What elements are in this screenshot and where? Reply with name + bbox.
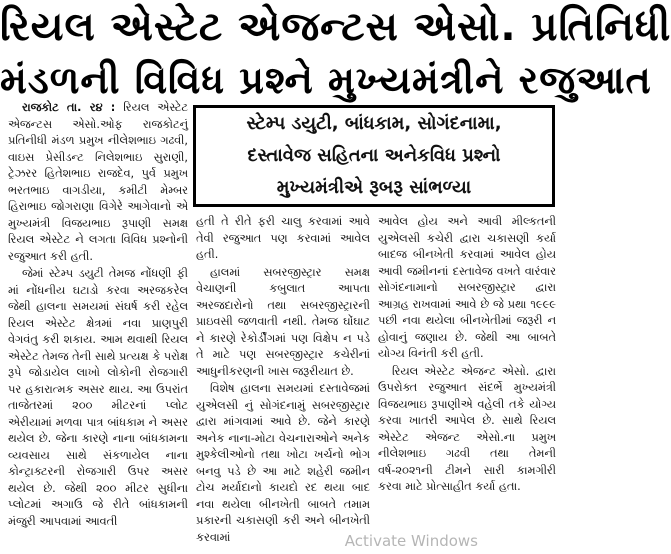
headline-line-2: મંડળની વિવિધ પ્રશ્ને મુખ્યમંત્રીને રજુઆત <box>0 58 652 102</box>
article-paragraph: આવેલ હોય અને આવી મીલ્કતની યુએલસી કચેરી દ્વારા ચકાસણી કર્યા બાદજ બીનખેતી કરવામાં આવેલ હોય આવી જમીનનાં દસ્તાવેજ વખતે વારંવાર સોગંદનામાનો સબરજીસ્ટ્રાર દ્વારા આગ્રહ રાખવામાં આવે છે જે પ્રથા ૧૯૯૯ પછી નવા થયેલા બીનખેતીમાં જરૂરી ન હોવાનું જણાય છે. જેથી આ બાબતે યોગ્ય વિનંતી કરી હતી. <box>378 215 556 360</box>
article-paragraph: વિશેષ હાલના સમયમાં દસ્તાવેજમાં યુએલસી નું સોગંદનામું સબરજીસ્ટ્રાર દ્વારા માંગવામાં આવે છે. જેને કારણે અનેક નાના-મોટા વેચનારાઓને અનેક મુશ્કેલીઓનો તથા ખોટા ખર્ચનો ભોગ બનવુ પડે છે આ માટે શહેરી જમીન ટોચ મર્યાદાનો કાયદો રદ થયા બાદ નવા થયેલા બીનખેતી બાબતે તમામ પ્રકારની ચકાસણી કરી અને બીનખેતી કરવામાં <box>196 382 370 544</box>
subheadline-line-2: દસ્તાવેજ સહિતના અનેકવિધ પ્રશ્નો <box>247 145 501 166</box>
headline-line-1: રિયલ એસ્ટેટ એજન્ટસ એસો. પ્રતિનિધી <box>0 4 671 50</box>
article-paragraph: હતી તે રીતે ફરી ચાલુ કરવામાં આવે તેવી રજુઆત પણ કરવામાં આવેલ હતી. <box>196 215 370 261</box>
article-paragraph: જેમાં સ્ટેમ્પ ડયુટી તેમજ નોંધણી ફી માં નોંધનીય ઘટાડો કરવા અરજકરેલ જેથી હાલના સમયમાં સંઘર્ષ કરી રહેલ રિયલ એસ્ટેટ ક્ષેત્રમાં નવા પ્રાણપુરી વેગવંતુ કરી શકાય. આમ થવાથી રિયલ એસ્ટેટ તેમજ તેની સાથે પ્રત્યક્ષ કે પરોક્ષ રૂપે જોડાયેલ લાખો લોકોની રોજગારી પર હકારાત્મક અસર થાય. આ ઉપરાંત તાજેતરમાં ૨૦૦ મીટરનાં પ્લોટ એરીયામાં મળવા પાત્ર બાંધકામ ને અસર થયેલ છે. જેના કારણે નાના બાંધકામના વ્યવસાય સાથે સંકળાયેલ નાના કોન્ટ્રાક્ટરની રોજગારી ઉપર અસર થયેલ છે. જેથી ૨૦૦ મીટર સુધીના પ્લોટમાં અગાઉ જે રીતે બાંધકામની મંજુરી આપવામાં આવતી <box>8 267 188 528</box>
article-column-2 <box>196 214 370 550</box>
dateline: રાજકોટ તા. ર૪ : <box>22 101 116 114</box>
subheadline-line-3: મુખ્યમંત્રીએ રૂબરૂ સાંભળ્યા <box>276 177 472 198</box>
article-column-1 <box>8 100 188 550</box>
article-column-3 <box>378 214 556 550</box>
subheadline-box <box>193 105 555 207</box>
article-paragraph: હાલમાં સબરજીસ્ટ્રાર સમક્ષ વેચાણની કબુલાત આપતા અરજદારોનો તથા સબરજીસ્ટ્રારની પ્રાઇવસી જળવાતી નથી. તેમજ ઘોંઘાટ ને કારણે રેકોર્ડીંગમાં પણ વિક્ષેપ ન પડે તે માટે પણ સબરજીસ્ટ્રાર કચેરીનાં આધુનીકરણની ખાસ જરૂરીયાત છે. <box>196 265 370 378</box>
subheadline-line-1: સ્ટેમ્પ ડયુટી, બાંધકામ, સોગંદનામા, <box>246 113 502 134</box>
os-activation-watermark: Activate Windows <box>344 532 478 550</box>
article-paragraph: રિયલ એસ્ટેટ એજન્ટ એસો. દ્વારા ઉપરોક્ત રજુઆત સંદર્ભે મુખ્યમંત્રી વિજયભાઇ રૂપાણીએ વહેલી તકે યોગ્ય કરવા ખાતરી આપેલ છે. સાથે રિયલ એસ્ટેટ એજન્ટ એસો.ના પ્રમુખ નીલેશભાઇ ગઢવી તથા તેમની વર્ષ-૨૦૨૧ની ટીમને સારી કામગીરી કરવા માટે પ્રોત્સાહીત કર્યા હતા. <box>378 364 556 493</box>
paragraph-text: રિયલ એસ્ટેટ એજન્ટસ એસો.ઓફ રાજકોટનું પ્રતિનીધી મંડળ પ્રમુખ નીલેશભાઇ ગઢવી, વાઇસ પ્રેસીડન્ટ નિલેશભાઇ સુરાણી, ટ્રેઝરર હિતેશભાઇ રાજદેવ, પુર્વ પ્રમુખ ભરતભાઇ વાગડીયા, કમીટી મેમ્બર હિરાભાઇ જોગરાણા વિગેરે આગેવાનો એ મુખ્યમંત્રી વિજયભાઇ રૂપાણી સમક્ષ રિયલ એસ્ટેટ ને લગતા વિવિધ પ્રશ્નોની રજુઆત કરી હતી. <box>8 101 189 263</box>
article-paragraph <box>8 100 188 265</box>
